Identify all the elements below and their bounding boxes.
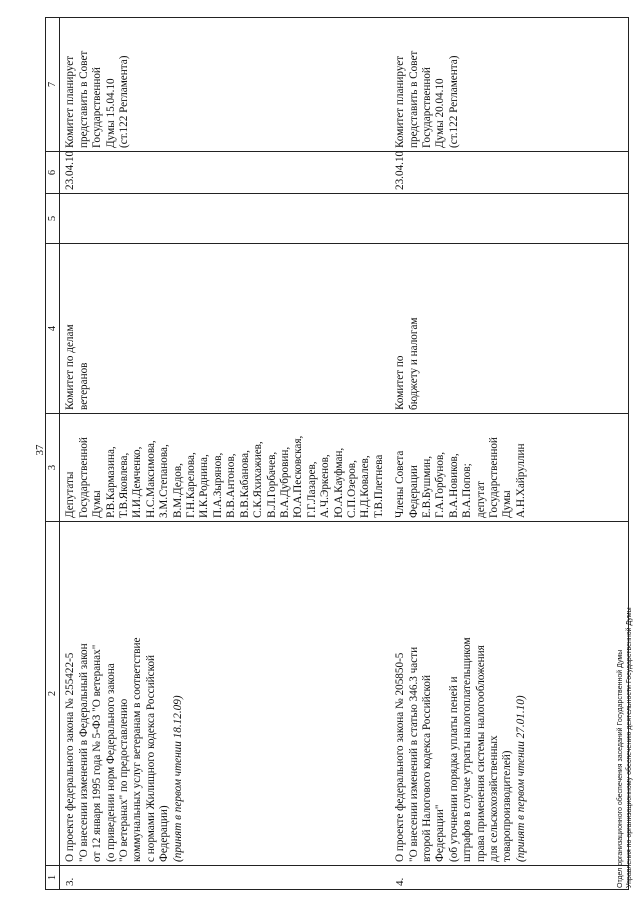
title-line: О проекте федерального закона № 255422-5: [64, 652, 77, 862]
author-line: А.Н.Хайруллин: [514, 443, 527, 518]
date: 23.04.10: [390, 152, 629, 194]
note-line: Думы 20.04.10: [434, 78, 447, 148]
title-line: "О внесении изменений в Федеральный закон: [77, 643, 90, 862]
row-number: 4.: [390, 866, 629, 890]
reading-status: (принят в первом чтении 18.12.09): [171, 695, 184, 862]
reading-status: (принят в первом чтении 27.01.10): [514, 695, 527, 862]
note-line: (ст.122 Регламента): [447, 55, 460, 148]
author-line: В.А.Попов;: [461, 463, 474, 518]
note-line: Государственной: [420, 67, 433, 148]
committee-line: Комитет по делам: [64, 324, 77, 410]
title-line: (об уточнении порядка уплаты пеней и: [447, 676, 460, 862]
author-line: В.М.Дедов,: [171, 463, 184, 518]
author-line: Федерации: [407, 465, 420, 518]
author-line: Думы: [91, 490, 104, 518]
col5-cell: [60, 194, 390, 244]
author-line: Думы: [501, 490, 514, 518]
note: [60, 18, 390, 152]
committee: [390, 244, 629, 414]
note-line: Государственной: [91, 67, 104, 148]
author-line: Е.В.Бушмин,: [420, 455, 433, 518]
date: 23.04.10: [60, 152, 390, 194]
author-line: И.И.Демченко,: [131, 446, 144, 518]
header-row: [46, 18, 60, 890]
committee-line: ветеранов: [77, 362, 90, 410]
title-line: Федерации": [434, 804, 447, 862]
col-header-5: 5: [46, 194, 60, 244]
col5-cell: [390, 194, 629, 244]
author-line: П.А.Зырянов,: [211, 452, 224, 518]
col-header-6: 6: [46, 152, 60, 194]
note-line: Комитет планирует: [64, 55, 77, 148]
title-line: права применения системы налогообложения: [474, 645, 487, 862]
author-line: Г.Н.Карелова,: [185, 452, 198, 518]
title-line: второй Налогового кодекса Российской: [420, 675, 433, 862]
col-header-7: 7: [46, 18, 60, 152]
author-line: Депутаты: [64, 471, 77, 518]
author-line: И.К.Роднина,: [198, 454, 211, 518]
author-line: В.В.Кабанова,: [238, 450, 251, 518]
table-row: [390, 18, 629, 890]
agenda-table: [45, 17, 629, 890]
authors: [60, 414, 390, 522]
note-line: Комитет планирует: [394, 55, 407, 148]
author-line: В.В.Антонов,: [225, 453, 238, 518]
committee-line: бюджету и налогам: [407, 317, 420, 410]
author-line: В.А.Дубровин,: [278, 446, 291, 518]
author-line: Г.Г.Лазарев,: [305, 461, 318, 518]
note-line: Думы 15.04.10: [104, 78, 117, 148]
note-line: представить в Совет: [77, 50, 90, 148]
author-line: В.А.Новиков,: [447, 453, 460, 518]
title-line: (о приведении норм Федерального закона: [104, 663, 117, 862]
title-line: "О внесении изменений в статью 346.3 части: [407, 646, 420, 862]
committee: [60, 244, 390, 414]
author-line: Члены Совета: [394, 450, 407, 518]
author-line: А.Ч.Эркенов,: [319, 454, 332, 518]
committee-line: Комитет по: [394, 355, 407, 410]
author-line: С.К.Яхихажиев,: [252, 441, 265, 518]
bill-title: [60, 522, 390, 866]
title-line: для сельскохозяйственных: [488, 735, 500, 862]
bill-title: [390, 522, 629, 866]
footer-line: Отдел организационного обеспечения заседаний Государственной Думы: [617, 649, 624, 888]
author-line: Г.А.Горбунов,: [434, 451, 447, 518]
author-line: депутат: [474, 481, 487, 518]
author-line: Ю.А.Кауфман,: [332, 447, 345, 518]
author-line: Государственной: [77, 437, 90, 518]
note-line: представить в Совет: [407, 50, 420, 148]
row-number: 3.: [60, 866, 390, 890]
author-line: Т.В.Плетнева: [372, 454, 385, 518]
note: [390, 18, 629, 152]
authors: [390, 414, 629, 522]
title-line: коммунальных услуг ветеранам в соответствие: [131, 637, 144, 862]
author-line: Н.С.Максимова,: [144, 440, 157, 518]
author-line: Р.В.Кармазина,: [104, 446, 117, 518]
author-line: Т.В.Яковлева,: [118, 452, 131, 518]
page-number: 37: [34, 444, 46, 456]
col-header-2: 2: [46, 522, 60, 866]
title-line: Федерации): [158, 805, 171, 862]
table-row: [60, 18, 390, 890]
col-header-4: 4: [46, 244, 60, 414]
title-line: с нормами Жилищного кодекса Российской: [144, 654, 157, 862]
title-line: О проекте федерального закона № 205850-5: [394, 652, 407, 862]
title-line: "О ветеранах" по предоставлению: [118, 698, 131, 862]
author-line: Н.Д.Ковалев,: [359, 455, 372, 518]
note-line: (ст.122 Регламента): [118, 55, 131, 148]
footer-line: Управления по организационному обеспечению деятельности Государственной Думы: [625, 607, 633, 888]
author-line: З.М.Степанова,: [158, 444, 171, 518]
col-header-1: 1: [46, 866, 60, 890]
author-line: С.П.Озеров,: [345, 460, 358, 518]
col-header-3: 3: [46, 414, 60, 522]
author-line: Государственной: [488, 437, 500, 518]
author-line: Ю.А.Песковская,: [292, 435, 305, 518]
title-line: товаропроизводителей): [501, 750, 514, 862]
title-line: от 12 января 1995 года № 5-ФЗ "О ветеранах": [91, 644, 104, 862]
author-line: В.Л.Горбачев,: [265, 451, 278, 518]
footer: [617, 607, 634, 888]
title-line: штрафов в случае утраты налогоплательщиком: [461, 637, 474, 862]
